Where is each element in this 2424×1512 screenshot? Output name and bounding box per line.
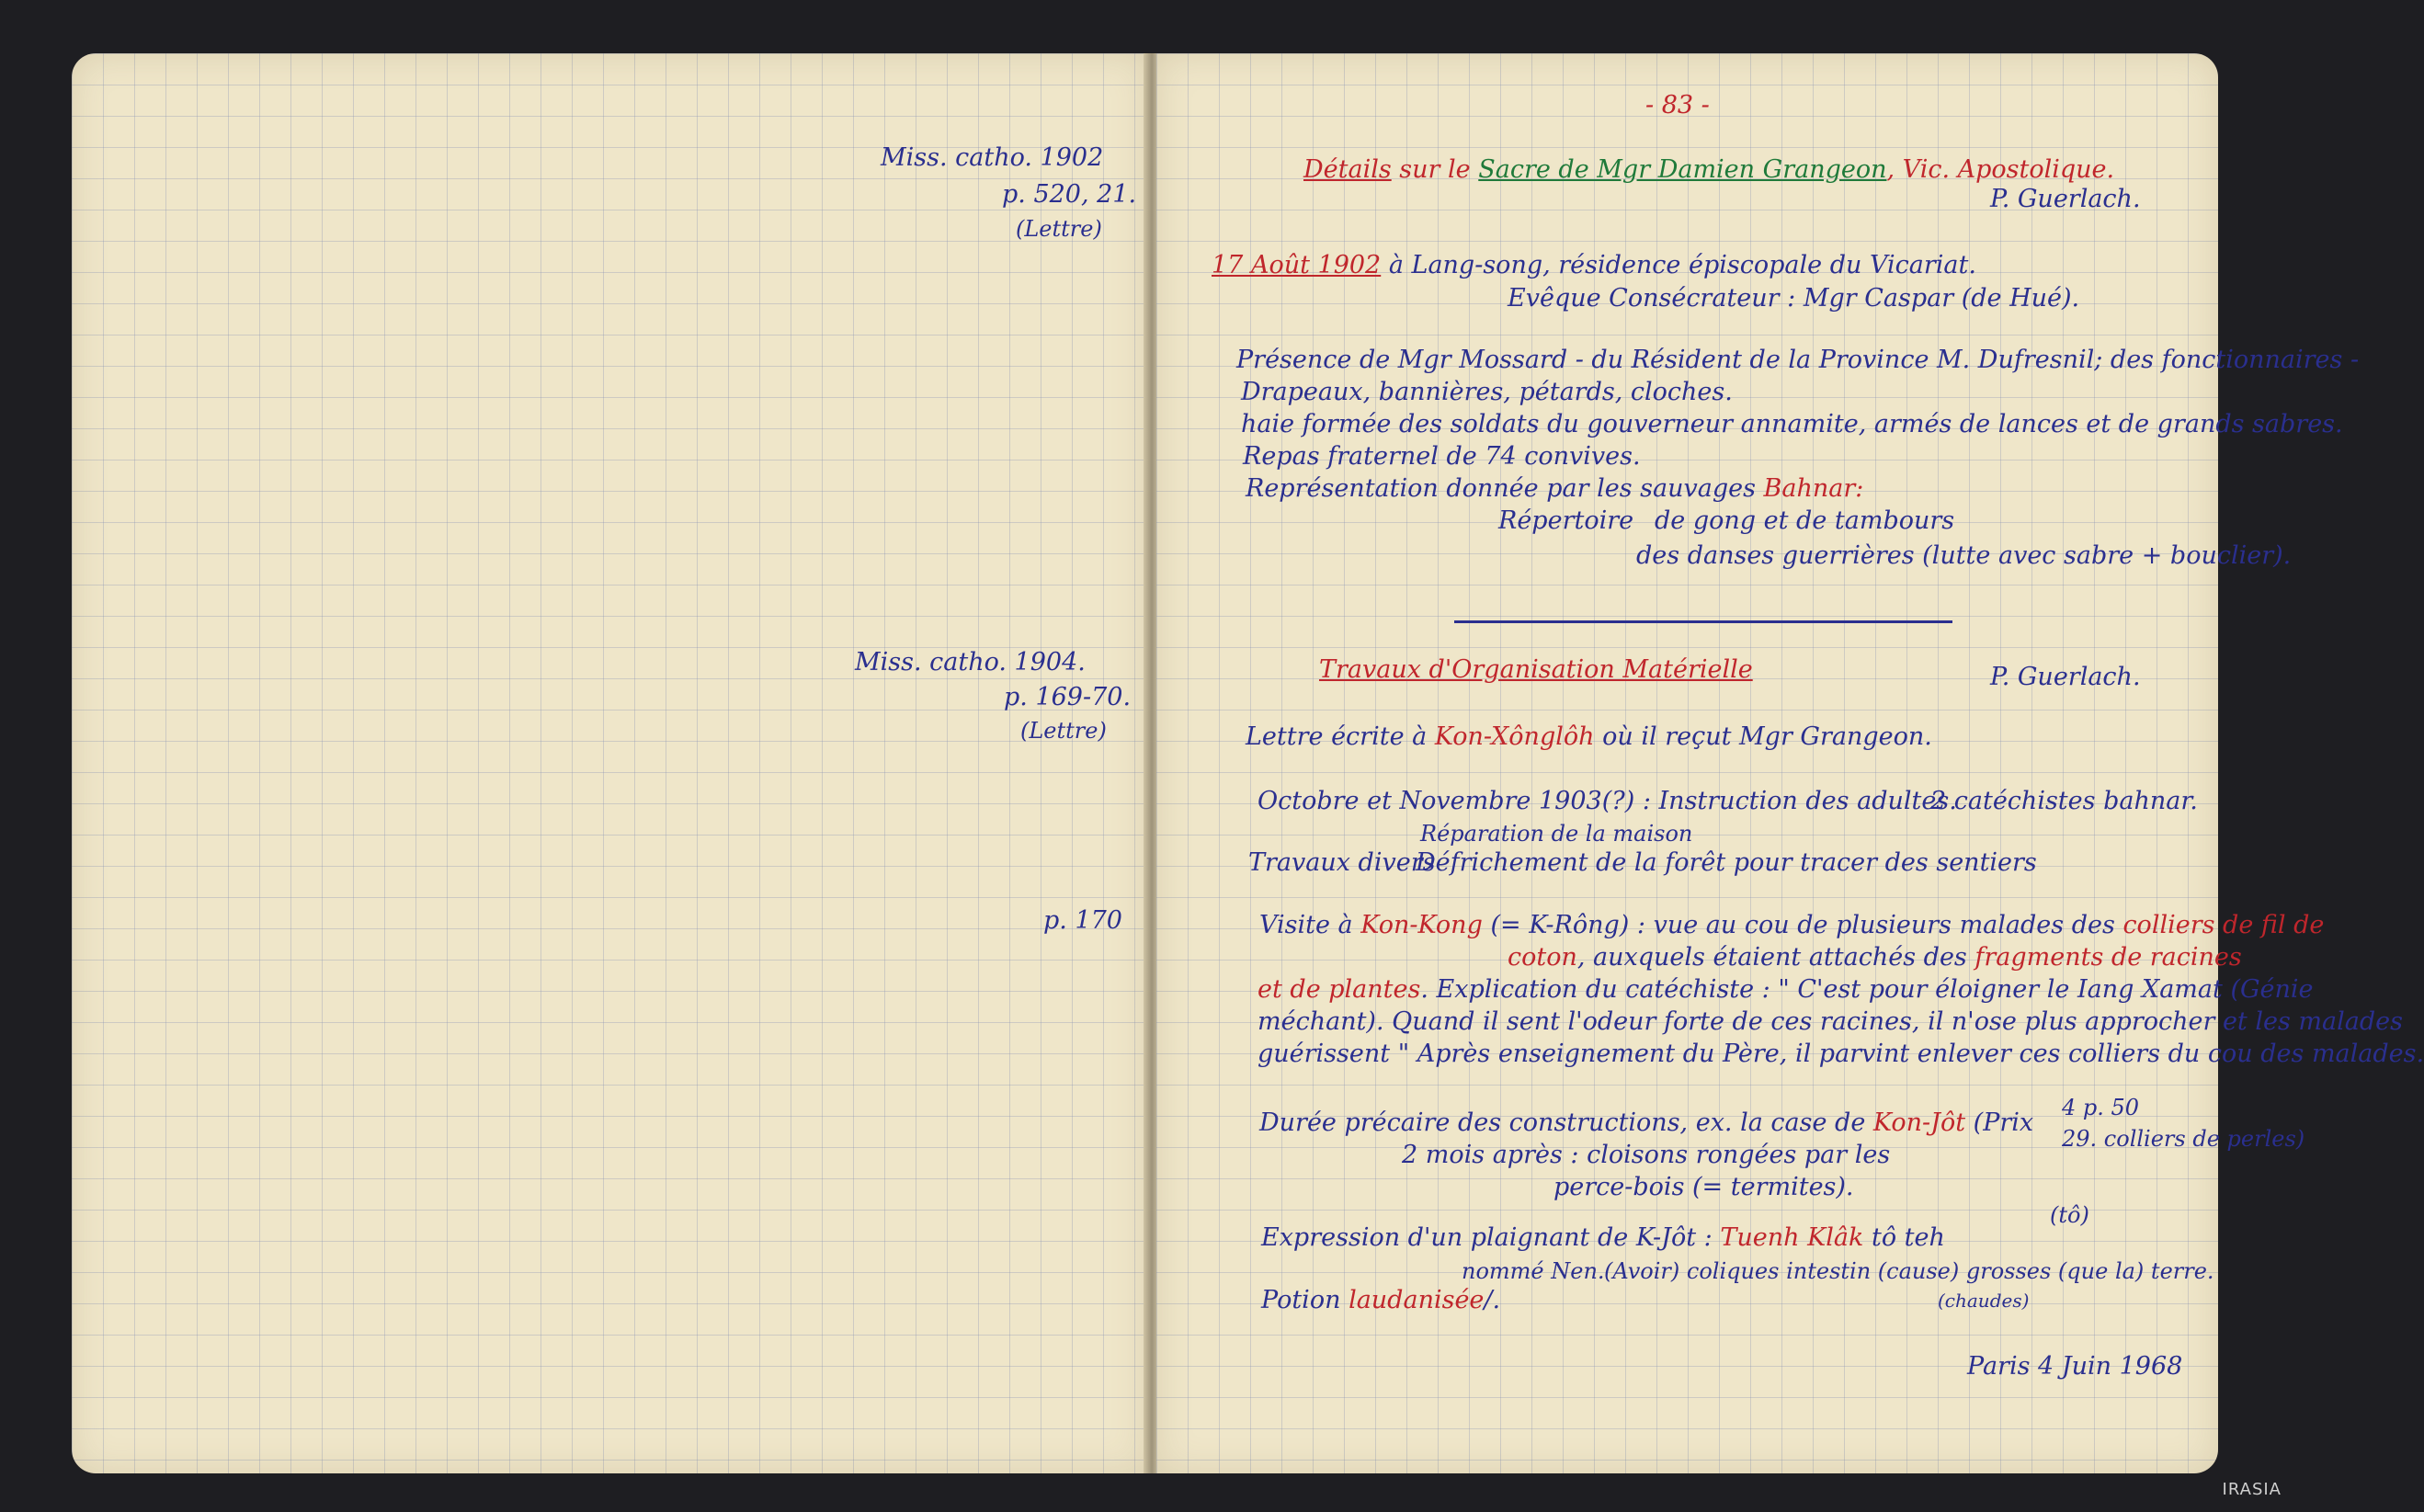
section2-title: Travaux d'Organisation Matérielle — [1319, 655, 1753, 684]
expression-superscript: (tô) — [2050, 1202, 2089, 1228]
duration-line-1: Durée précaire des constructions, ex. la case de Kon-Jôt (Prix — [1259, 1108, 2034, 1137]
visit-line-5: guérissent " Après enseignement du Père, il parvint enlever ces colliers du cou des malades. — [1258, 1040, 2424, 1068]
section1-line-1: Présence de Mgr Mossard - du Résident de la Province M. Dufresnil; des fonctionnaires - — [1236, 346, 2360, 374]
signature-date: Paris 4 Juin 1968 — [1967, 1352, 2183, 1381]
section1-line-2: Drapeaux, bannières, pétards, cloches. — [1241, 378, 1733, 406]
section1-consecrator: Evêque Consécrateur : Mgr Caspar (de Hué). — [1508, 284, 2080, 313]
watermark: IRASIA — [2222, 1480, 2282, 1499]
ref2-type: (Lettre) — [1020, 718, 1107, 744]
visit-line-4: méchant). Quand il sent l'odeur forte de ces racines, il n'ose plus approcher et les malades — [1258, 1007, 2403, 1036]
ref1-pages: p. 520, 21. — [1002, 180, 1137, 209]
section1-title: Détails sur le Sacre de Mgr Damien Grangeon, Vic. Apostolique. — [1303, 155, 2115, 184]
section1-line-4: Repas fraternel de 74 convives. — [1243, 442, 1641, 471]
ref2-pages: p. 169-70. — [1004, 683, 1132, 711]
duration-line-2: 2 mois après : cloisons rongées par les — [1402, 1141, 1891, 1169]
expression-line: Expression d'un plaignant de K-Jôt : Tuenh Klâk tô teh — [1261, 1223, 1945, 1252]
duration-line-3: perce-bois (= termites). — [1553, 1173, 1854, 1201]
left-notebook-page — [72, 53, 1147, 1473]
section2-instruction: Octobre et Novembre 1903(?) : Instruction des adultes. — [1258, 787, 1957, 815]
repertoire-item-2: des danses guerrières (lutte avec sabre + bouclier). — [1636, 541, 2292, 570]
visit-line-1: Visite à Kon-Kong (= K-Rông) : vue au cou de plusieurs malades des colliers de fil de — [1259, 911, 2325, 939]
page-number: - 83 - — [1645, 91, 1710, 119]
section1-representation: Représentation donnée par les sauvages Bahnar: — [1246, 474, 1864, 503]
works-item-1: Réparation de la maison — [1420, 821, 1693, 847]
section1-author: P. Guerlach. — [1990, 185, 2141, 213]
expression-gloss: (Avoir) coliques intestin (cause) grosses (que la) terre. — [1604, 1258, 2214, 1284]
expression-name: nommé Nen. — [1462, 1258, 1605, 1284]
ref3-pages: p. 170 — [1043, 906, 1122, 935]
section-divider — [1454, 620, 1952, 623]
potion-line: Potion laudanisée/. — [1261, 1286, 1501, 1314]
section1-line-3: haie formée des soldats du gouverneur annamite, armés de lances et de grands sabres. — [1241, 410, 2343, 438]
ref1-source: Miss. catho. 1902 — [881, 143, 1104, 172]
duration-price-1: 4 p. 50 — [2062, 1095, 2140, 1120]
expression-gloss-sub: (chaudes) — [1938, 1290, 2030, 1312]
section1-date-line: 17 Août 1902 à Lang-song, résidence épiscopale du Vicariat. — [1212, 251, 1976, 279]
visit-line-2: coton, auxquels étaient attachés des fragments de racines — [1508, 943, 2242, 972]
duration-price-2: 29. colliers de perles) — [2062, 1126, 2305, 1152]
repertoire-item-1: de gong et de tambours — [1655, 506, 1955, 535]
repertoire-label: Répertoire — [1498, 506, 1634, 535]
section2-letter: Lettre écrite à Kon-Xônglôh où il reçut Mgr Grangeon. — [1246, 722, 1932, 751]
visit-line-3: et de plantes. Explication du catéchiste : " C'est pour éloigner le Iang Xamat (Génie — [1258, 975, 2314, 1004]
ref1-type: (Lettre) — [1016, 216, 1102, 242]
section2-catechists: 2 catéchistes bahnar. — [1930, 787, 2198, 815]
works-item-2: Défrichement de la forêt pour tracer des sentiers — [1416, 848, 2037, 877]
ref2-source: Miss. catho. 1904. — [855, 648, 1086, 676]
works-label: Travaux divers — [1248, 848, 1436, 877]
section2-author: P. Guerlach. — [1990, 663, 2141, 691]
